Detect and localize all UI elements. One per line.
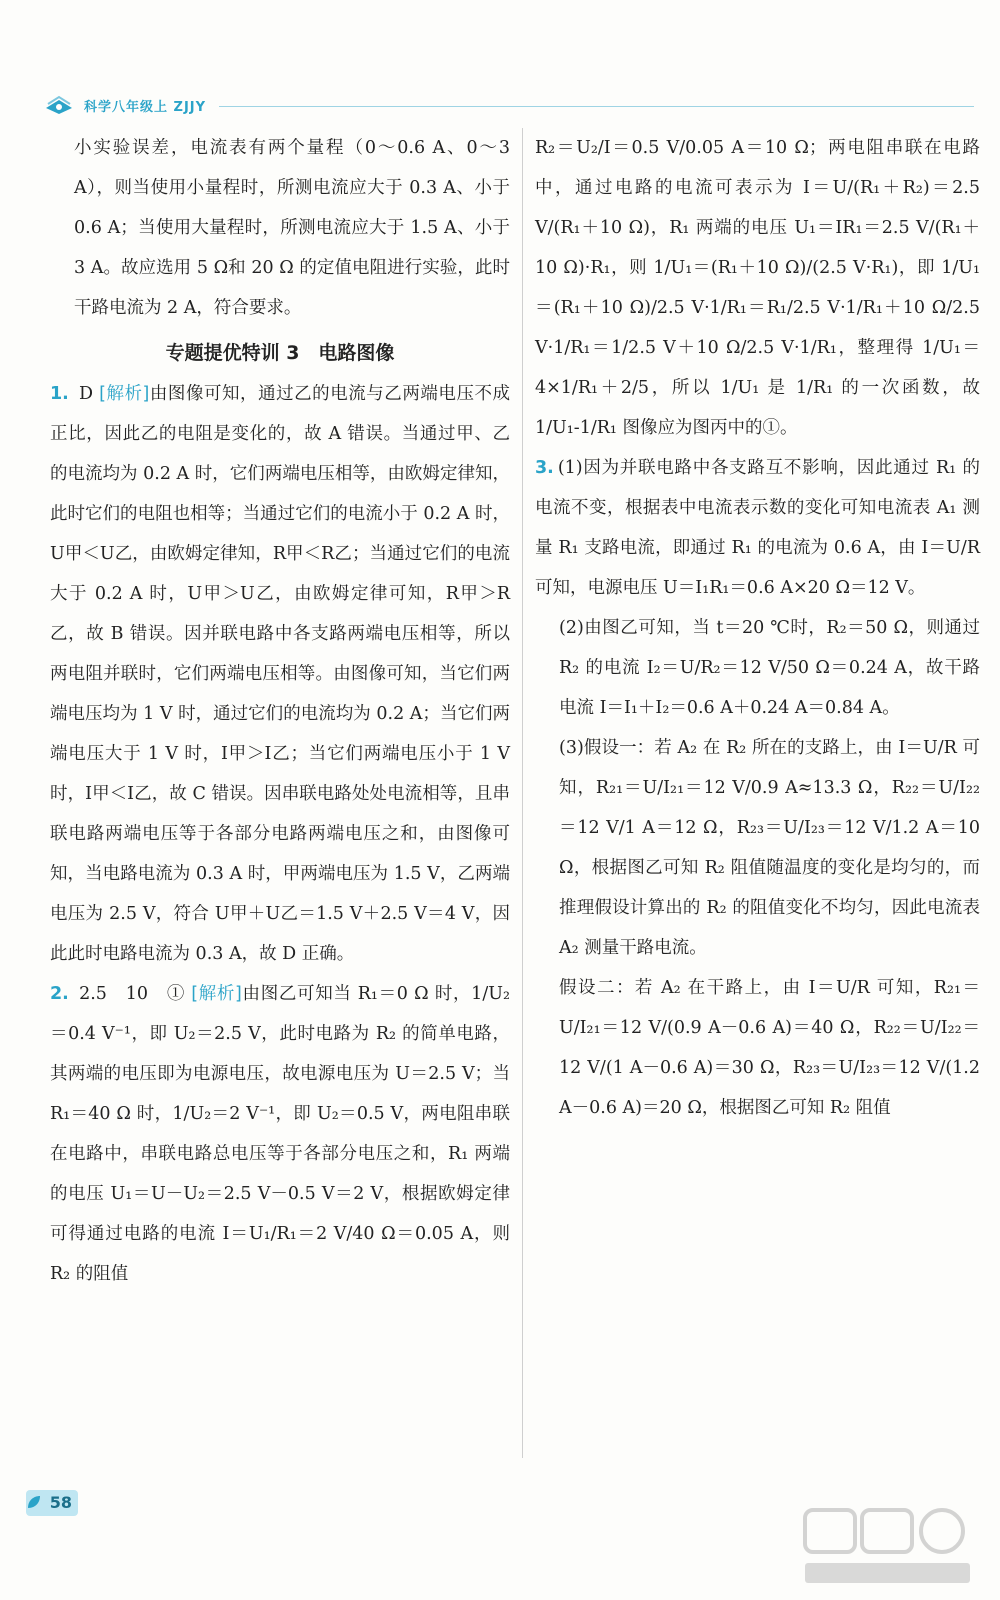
question-2-analysis-tag: [解析] xyxy=(191,984,242,1004)
leaf-icon xyxy=(26,1494,42,1510)
question-1-answer: D xyxy=(78,384,93,404)
page-number: 58 xyxy=(26,1490,78,1516)
book-stack-icon xyxy=(44,94,74,116)
question-3-part-4: 假设二：若 A₂ 在干路上，由 I＝U/R 可知，R₂₁＝U/I₂₁＝12 V/(0.9 A－0.6 A)＝40 Ω，R₂₂＝U/I₂₂＝12 V/(1 A－0.6 A)＝30 Ω，R₂₃＝U/I₂₃＝12 V/(1.2 A－0.6 A)＝20 Ω，根据图乙可知 R₂ 阻值 xyxy=(559,978,980,1118)
question-3-part-1-text: (1)因为并联电路中各支路互不影响，因此通过 R₁ 的电流不变，根据表中电流表示数的变化可知电流表 A₁ 测量 R₁ 支路电流，即通过 R₁ 的电流为 0.6 A，由 I＝U/R 可知，电源电压 U＝I₁R₁＝0.6 A×20 Ω＝12 V。 xyxy=(535,458,980,598)
section-title: 专题提优特训 3 电路图像 xyxy=(165,342,395,364)
question-3-part-3: (3)假设一：若 A₂ 在 R₂ 所在的支路上，由 I＝U/R 可知，R₂₁＝U/I₂₁＝12 V/0.9 A≈13.3 Ω，R₂₂＝U/I₂₂＝12 V/1 A＝12 Ω，R₂₃＝U/I₂₃＝12 V/1.2 A＝10 Ω，根据图乙可知 R₂ 阻值随温度的变化是均匀的，而推理假设计算出的 R₂ 的阻值变化不均匀，因此电流表 A₂ 测量干路电流。 xyxy=(559,738,980,958)
continued-paragraph: 小实验误差，电流表有两个量程（0～0.6 A、0～3 A），则当使用小量程时，所测电流应大于 0.3 A、小于 0.6 A；当使用大量程时，所测电流应大于 1.5 A、小于 3 A。故应选用 5 Ω和 20 Ω 的定值电阻进行实验，此时干路电流为 2 A，符合要求。 xyxy=(74,138,510,318)
header-title: 科学八年级上 ZJJY xyxy=(84,100,207,115)
left-column xyxy=(50,128,510,1294)
page-header xyxy=(44,94,974,118)
question-2-number: 2. xyxy=(50,984,69,1004)
question-1-analysis: 由图像可知，通过乙的电流与乙两端电压不成正比，因此乙的电阻是变化的，故 A 错误。当通过甲、乙的电流均为 0.2 A 时，它们两端电压相等，由欧姆定律知，此时它们的电阻也相等；当通过它们的电流小于 0.2 A 时，U甲＜U乙，由欧姆定律知，R甲＜R乙；当通过它们的电流大于 0.2 A 时，U甲＞U乙，由欧姆定律可知，R甲＞R乙，故 B 错误。因并联电路中各支路两端电压相等，所以两电阻并联时，它们两端电压相等。由图像可知，当它们两端电压均为 1 V 时，通过它们的电流均为 0.2 A；当它们两端电压大于 1 V 时，I甲＞I乙；当它们两端电压小于 1 V 时，I甲＜I乙，故 C 错误。因串联电路处处电流相等，且串联电路两端电压等于各部分电路两端电压之和，由图像可知，当电路电流为 0.3 A 时，甲两端电压为 1.5 V，乙两端电压为 2.5 V，符合 U甲＋U乙＝1.5 V＋2.5 V＝4 V，因此此时电路电流为 0.3 A，故 D 正确。 xyxy=(50,384,511,964)
question-2-analysis: 由图乙可知当 R₁＝0 Ω 时，1/U₂＝0.4 V⁻¹，即 U₂＝2.5 V，此时电路为 R₂ 的简单电路，其两端的电压即为电源电压，故电源电压为 U＝2.5 V；当 R₁＝40 Ω 时，1/U₂＝2 V⁻¹，即 U₂＝0.5 V，两电阻串联在电路中，串联电路总电压等于各部分电压之和，R₁ 两端的电压 U₁＝U－U₂＝2.5 V－0.5 V＝2 V，根据欧姆定律可得通过电路的电流 I＝U₁/R₁＝2 V/40 Ω＝0.05 A，则 R₂ 的阻值 xyxy=(50,984,510,1284)
question-2 xyxy=(50,974,510,1294)
question-2-answer: 2.5 10 ① xyxy=(79,984,185,1004)
watermark-logo-icon xyxy=(800,1505,975,1590)
question-1-number: 1. xyxy=(50,384,69,404)
question-3-part-1 xyxy=(535,448,980,608)
column-divider xyxy=(522,128,523,1458)
question-1-analysis-tag: [解析] xyxy=(99,384,150,404)
right-column xyxy=(535,128,980,1128)
question-3-number: 3. xyxy=(535,458,554,478)
question-2-continued: R₂＝U₂/I＝0.5 V/0.05 A＝10 Ω；两电阻串联在电路中，通过电路的电流可表示为 I＝U/(R₁＋R₂)＝2.5 V/(R₁＋10 Ω)，R₁ 两端的电压 U₁＝IR₁＝2.5 V/(R₁＋10 Ω)·R₁，则 1/U₁＝(R₁＋10 Ω)/(2.5 V·R₁)，即 1/U₁＝(R₁＋10 Ω)/2.5 V·1/R₁＝R₁/2.5 V·1/R₁＋10 Ω/2.5 V·1/R₁＝1/2.5 V＋10 Ω/2.5 V·1/R₁，整理得 1/U₁＝4×1/R₁＋2/5，所以 1/U₁ 是 1/R₁ 的一次函数，故 1/U₁-1/R₁ 图像应为图丙中的①。 xyxy=(535,138,980,438)
question-1 xyxy=(50,374,510,974)
header-rule xyxy=(219,106,974,107)
question-3-part-2: (2)由图乙可知，当 t＝20 ℃时，R₂＝50 Ω，则通过 R₂ 的电流 I₂＝U/R₂＝12 V/50 Ω＝0.24 A，故干路电流 I＝I₁＋I₂＝0.6 A＋0.24 A＝0.84 A。 xyxy=(559,618,980,718)
